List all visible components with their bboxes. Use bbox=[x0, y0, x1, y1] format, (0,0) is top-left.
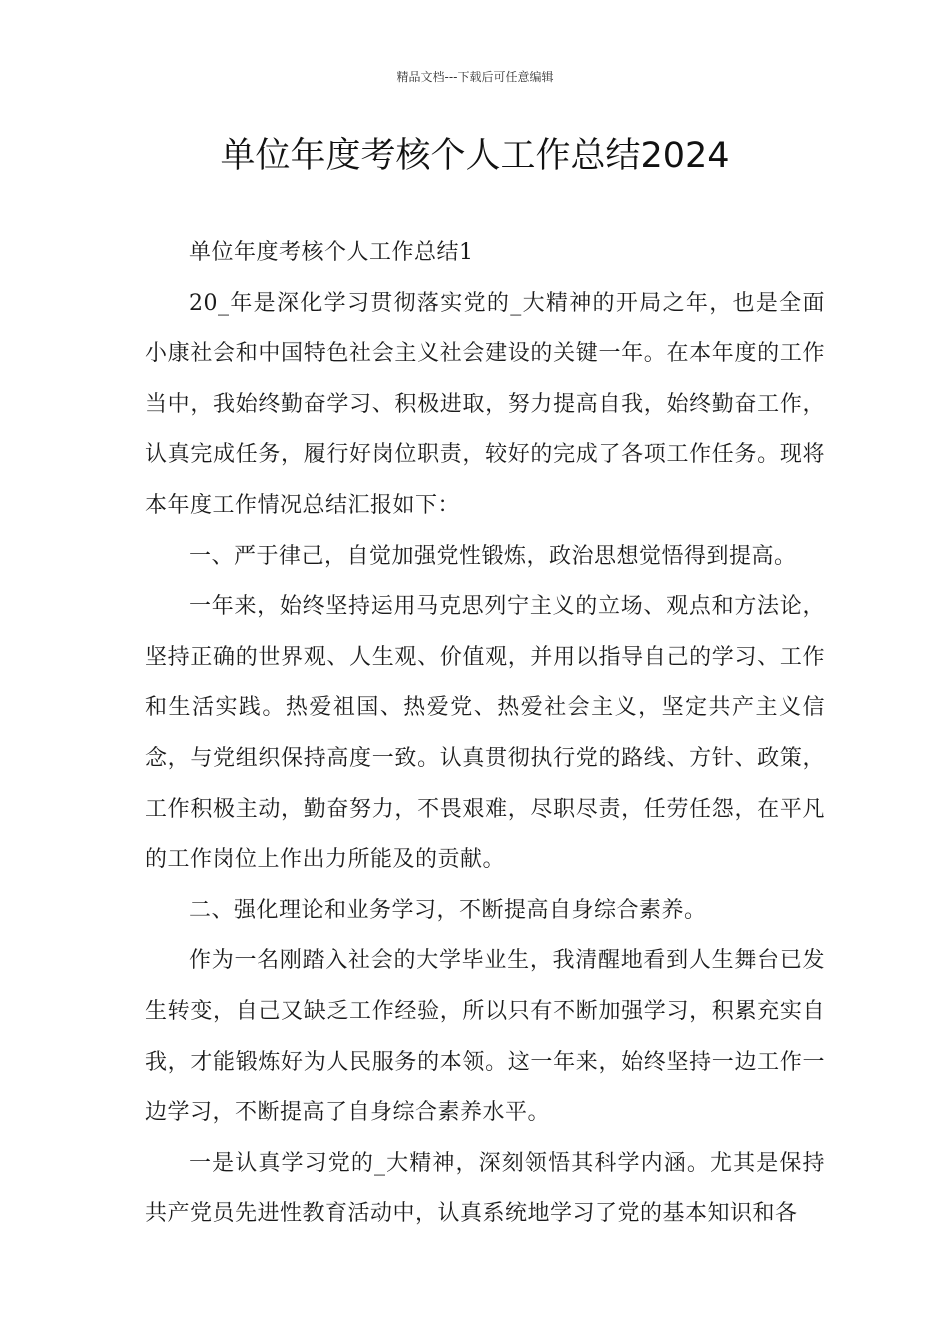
page-header: 精品文档---下载后可任意编辑 bbox=[396, 70, 554, 84]
document-body bbox=[145, 228, 825, 1240]
paragraph: 20_年是深化学习贯彻落实党的_大精神的开局之年，也是全面小康社会和中国特色社会主义社会建设的关键一年。在本年度的工作当中，我始终勤奋学习、积极进取，努力提高自我，始终勤奋工作，认真完成任务，履行好岗位职责，较好的完成了各项工作任务。现将本年度工作情况总结汇报如下： bbox=[145, 290, 825, 518]
section-heading: 单位年度考核个人工作总结1 bbox=[189, 240, 474, 265]
section-heading: 一、严于律己，自觉加强党性锻炼，政治思想觉悟得到提高。 bbox=[189, 543, 797, 569]
document-title: 单位年度考核个人工作总结2024 bbox=[220, 136, 730, 176]
paragraph: 作为一名刚踏入社会的大学毕业生，我清醒地看到人生舞台已发生转变，自己又缺乏工作经验，所以只有不断加强学习，积累充实自我，才能锻炼好为人民服务的本领。这一年来，始终坚持一边工作一边学习，不断提高了自身综合素养水平。 bbox=[145, 948, 825, 1126]
paragraph: 一是认真学习党的_大精神，深刻领悟其科学内涵。尤其是保持共产党员先进性教育活动中，认真系统地学习了党的基本知识和各 bbox=[145, 1150, 825, 1227]
section-heading: 二、强化理论和业务学习，不断提高自身综合素养。 bbox=[189, 897, 707, 923]
paragraph: 一年来，始终坚持运用马克思列宁主义的立场、观点和方法论，坚持正确的世界观、人生观、价值观，并用以指导自己的学习、工作和生活实践。热爱祖国、热爱党、热爱社会主义，坚定共产主义信念，与党组织保持高度一致。认真贯彻执行党的路线、方针、政策，工作积极主动，勤奋努力，不畏艰难，尽职尽责，任劳任怨，在平凡的工作岗位上作出力所能及的贡献。 bbox=[145, 594, 825, 873]
